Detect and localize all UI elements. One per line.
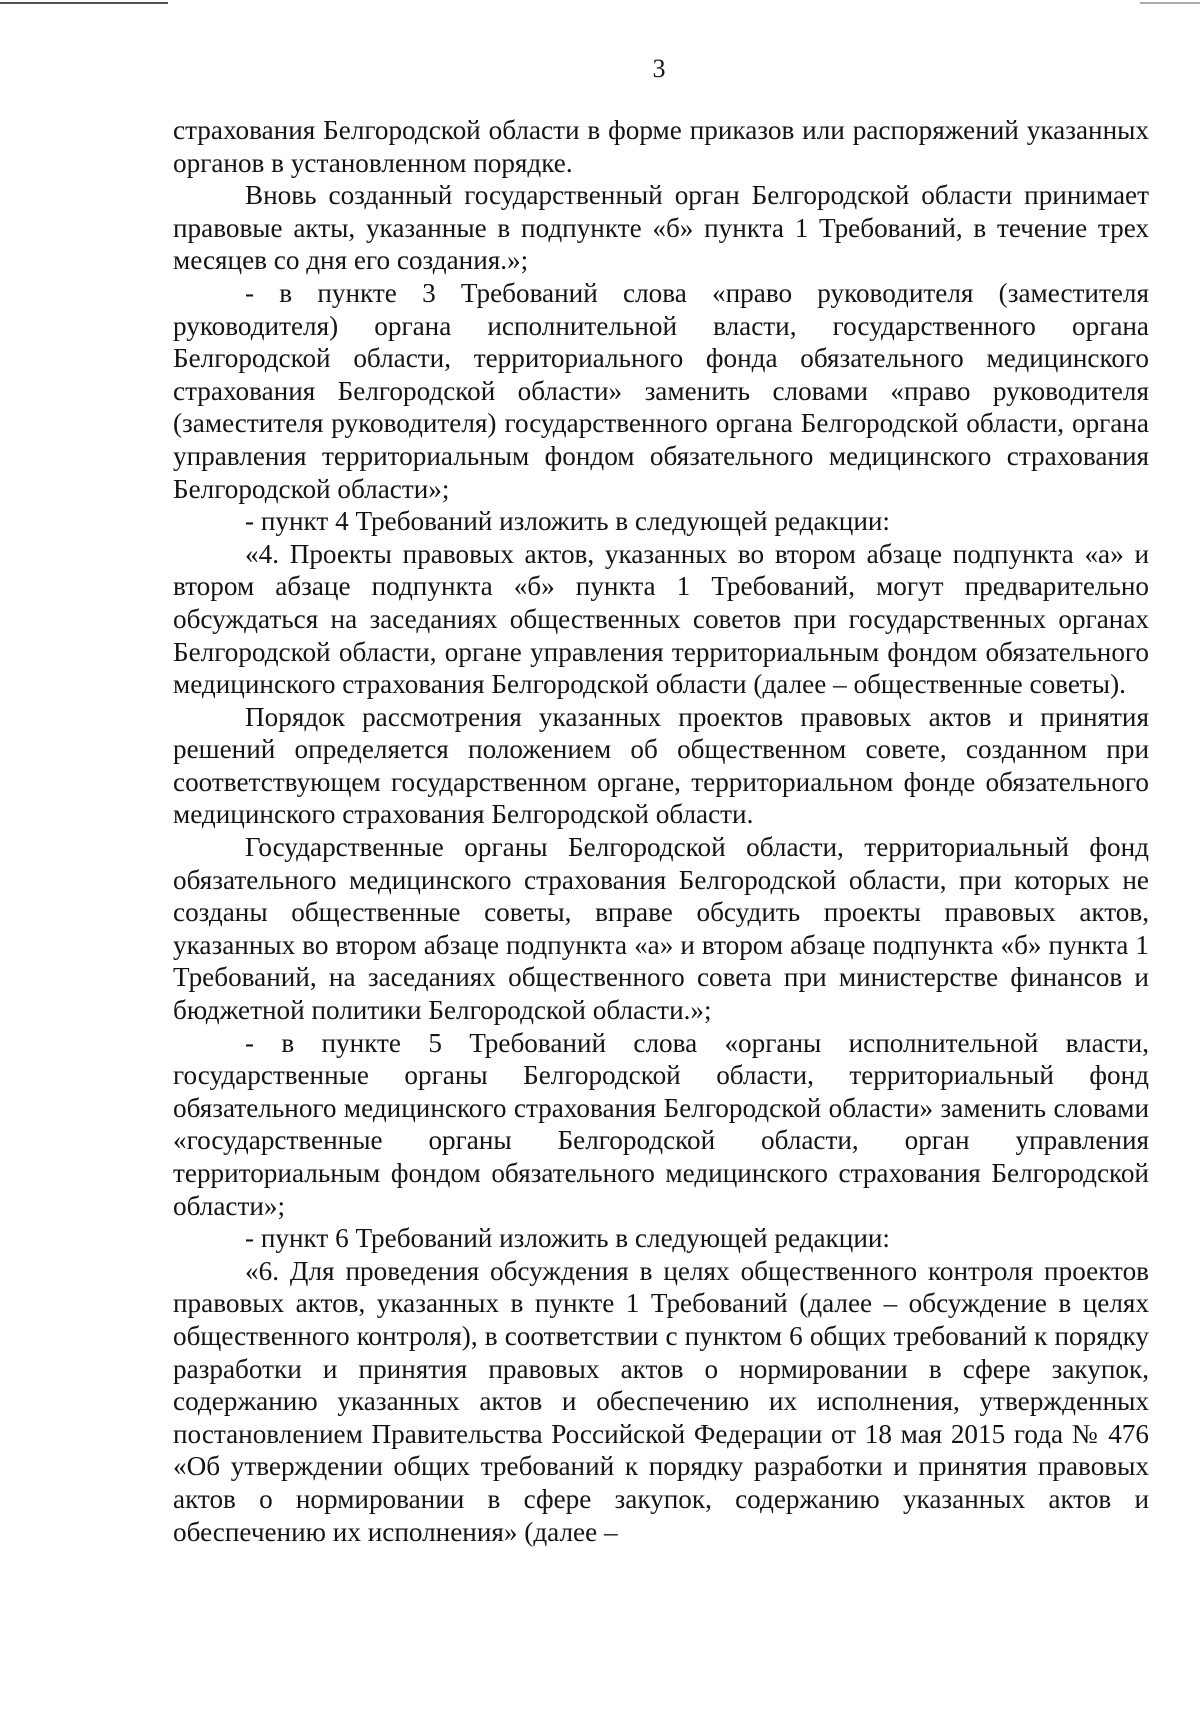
- paragraph: страхования Белгородской области в форме приказов или распоряжений указанных органов в установленном порядке.: [173, 115, 1149, 178]
- document-body: [173, 114, 1149, 1548]
- page-number: 3: [652, 54, 666, 83]
- paragraph: Порядок рассмотрения указанных проектов правовых актов и принятия решений определяется положением об общественном совете, созданном при соответствующем государственном органе, территориальном фонде обязательного медицинского страхования Белгородской области.: [173, 701, 1149, 830]
- paragraph: - в пункте 3 Требований слова «право руководителя (заместителя руководителя) органа исполнительной власти, государственного органа Белгородской области, территориального фонда обязательного медицинского страхования Белгородской области» заменить словами «право руководителя (заместителя руководителя) государственного органа Белгородской области, органа управления территориальным фондом обязательного медицинского страхования Белгородской области»;: [173, 277, 1149, 504]
- paragraph: «6. Для проведения обсуждения в целях общественного контроля проектов правовых актов, указанных в пункте 1 Требований (далее – обсуждение в целях общественного контроля), в соответствии с пунктом 6 общих требований к порядку разработки и принятия правовых актов о нормировании в сфере закупок, содержанию указанных актов и обеспечению их исполнения, утвержденных постановлением Правительства Российской Федерации от 18 мая 2015 года № 476 «Об утверждении общих требований к порядку разработки и принятия правовых актов о нормировании в сфере закупок, содержанию указанных актов и обеспечению их исполнения» (далее –: [173, 1255, 1149, 1547]
- paragraph: - пункт 6 Требований изложить в следующей редакции:: [245, 1223, 890, 1254]
- paragraph: Вновь созданный государственный орган Белгородской области принимает правовые акты, указанные в подпункте «б» пункта 1 Требований, в течение трех месяцев со дня его создания.»;: [173, 180, 1149, 276]
- paragraph: Государственные органы Белгородской области, территориальный фонд обязательного медицинского страхования Белгородской области, при которых не созданы общественные советы, вправе обсудить проекты правовых актов, указанных во втором абзаце подпункта «а» и втором абзаце подпункта «б» пункта 1 Требований, на заседаниях общественного совета при министерстве финансов и бюджетной политики Белгородской области.»;: [173, 832, 1149, 1026]
- paragraph: - в пункте 5 Требований слова «органы исполнительной власти, государственные органы Белгородской области, территориальный фонд обязательного медицинского страхования Белгородской области» заменить словами «государственные органы Белгородской области, орган управления территориальным фондом обязательного медицинского страхования Белгородской области»;: [173, 1027, 1149, 1221]
- top-border-line: [0, 2, 168, 4]
- paragraph: «4. Проекты правовых актов, указанных во втором абзаце подпункта «а» и втором абзаце подпункта «б» пункта 1 Требований, могут предварительно обсуждаться на заседаниях общественных советов при государственных органах Белгородской области, органе управления территориальным фондом обязательного медицинского страхования Белгородской области (далее – общественные советы).: [173, 538, 1149, 700]
- paragraph: - пункт 4 Требований изложить в следующей редакции:: [245, 506, 890, 537]
- top-border-line-right: [1140, 2, 1200, 4]
